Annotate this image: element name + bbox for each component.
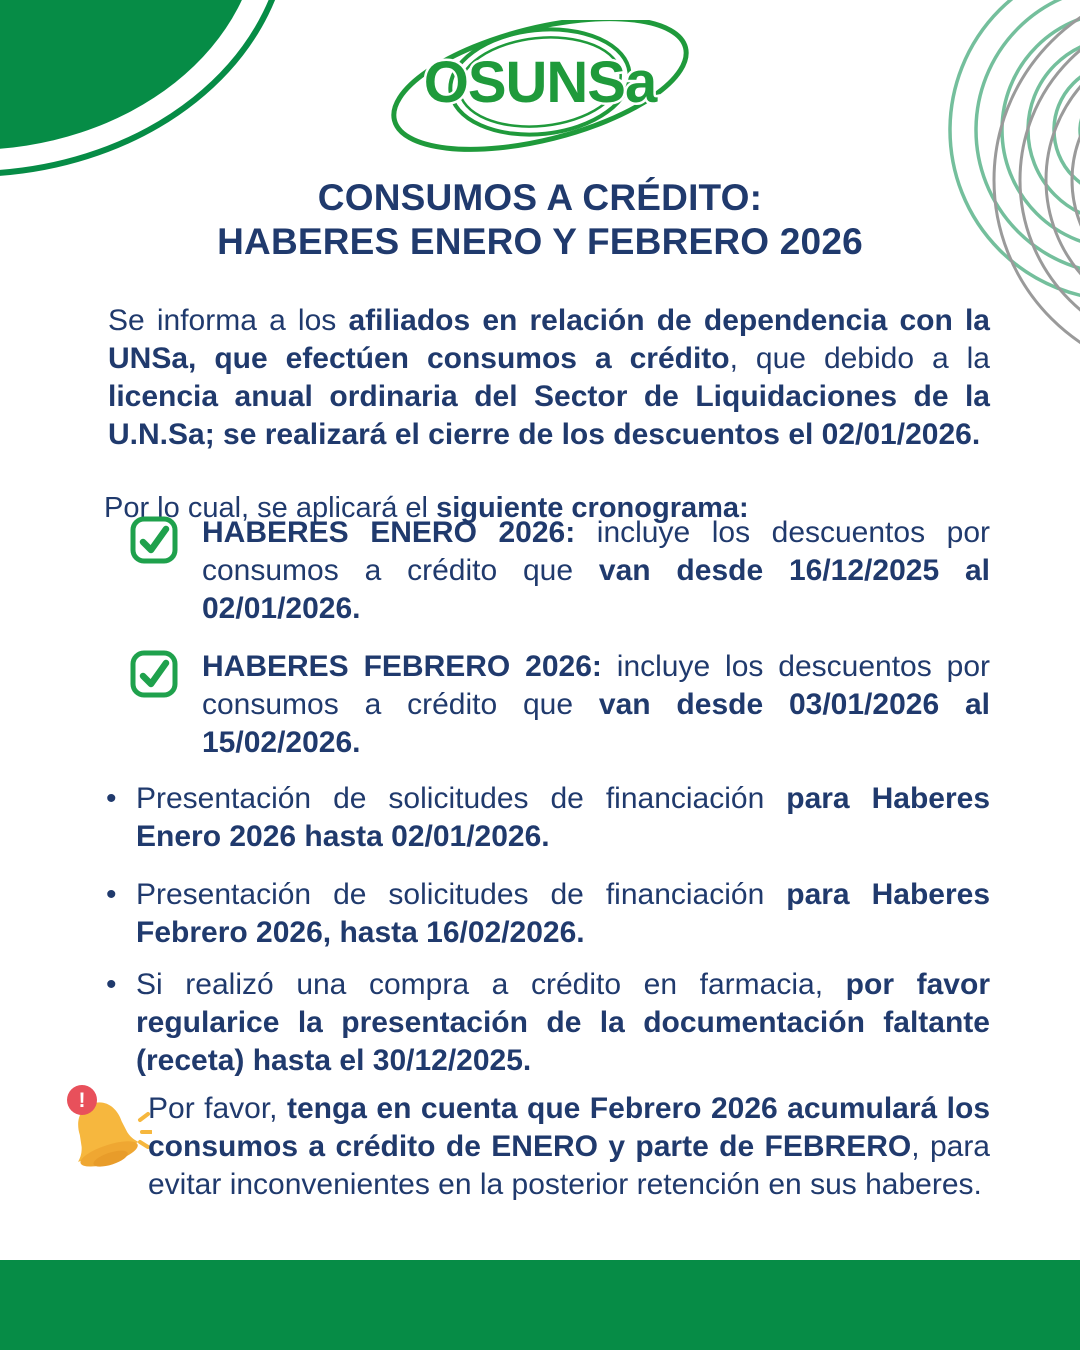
checklist-item-text: HABERES FEBRERO 2026: incluye los descuentos por consumos a crédito que van desde 03/01/2026 al 15/02/2026.	[202, 650, 990, 759]
logo-text: OSUNSa	[423, 50, 657, 115]
alert-badge: !	[78, 1089, 86, 1112]
checklist-item-enero	[130, 514, 990, 628]
bullet-item-financiacion-enero	[106, 780, 990, 856]
bullet-item-text: Presentación de solicitudes de financiación para Haberes Febrero 2026, hasta 16/02/2026.	[136, 878, 991, 949]
note-paragraph: Por favor, tenga en cuenta que Febrero 2026 acumulará los consumos a crédito de ENERO y parte de FEBRERO, para evitar inconvenientes en la posterior retención en sus haberes.	[148, 1092, 991, 1201]
bullet-item-text: Presentación de solicitudes de financiación para Haberes Enero 2026 hasta 02/01/2026.	[136, 782, 991, 853]
title-line-2: HABERES ENERO Y FEBRERO 2026	[217, 221, 863, 262]
alert-bell-icon	[56, 1080, 152, 1176]
checklist-item-text: HABERES ENERO 2026: incluye los descuentos por consumos a crédito que van desde 16/12/2025 al 02/01/2026.	[202, 516, 990, 625]
bullet-marker: •	[106, 968, 117, 1001]
bullet-item-financiacion-febrero	[106, 876, 990, 952]
bullet-item-text: Si realizó una compra a crédito en farmacia, por favor regularice la presentación de la documentación faltante (receta) hasta el 30/12/2025.	[136, 968, 990, 1077]
checkbox-check-icon	[130, 514, 178, 628]
title-line-1: CONSUMOS A CRÉDITO:	[317, 177, 763, 218]
bullet-item-farmacia	[106, 966, 990, 1080]
bullet-marker: •	[106, 782, 117, 815]
checklist-item-febrero	[130, 648, 990, 762]
intro-paragraph: Se informa a los afiliados en relación de dependencia con la UNSa, que efectúen consumos a crédito, que debido a la licencia anual ordinaria del Sector de Liquidaciones de la U.N.Sa; se realizará el cierre de los descuentos el 02/01/2026.	[108, 304, 990, 451]
footer-band	[0, 1260, 1080, 1350]
osunsa-logo	[0, 20, 1080, 156]
schedule-intro: Por lo cual, se aplicará el siguiente cronograma:	[104, 492, 749, 524]
page-title	[0, 176, 1080, 264]
checkbox-check-icon	[130, 648, 178, 762]
bullet-marker: •	[106, 878, 117, 911]
osunsa-logo-icon	[385, 20, 695, 156]
